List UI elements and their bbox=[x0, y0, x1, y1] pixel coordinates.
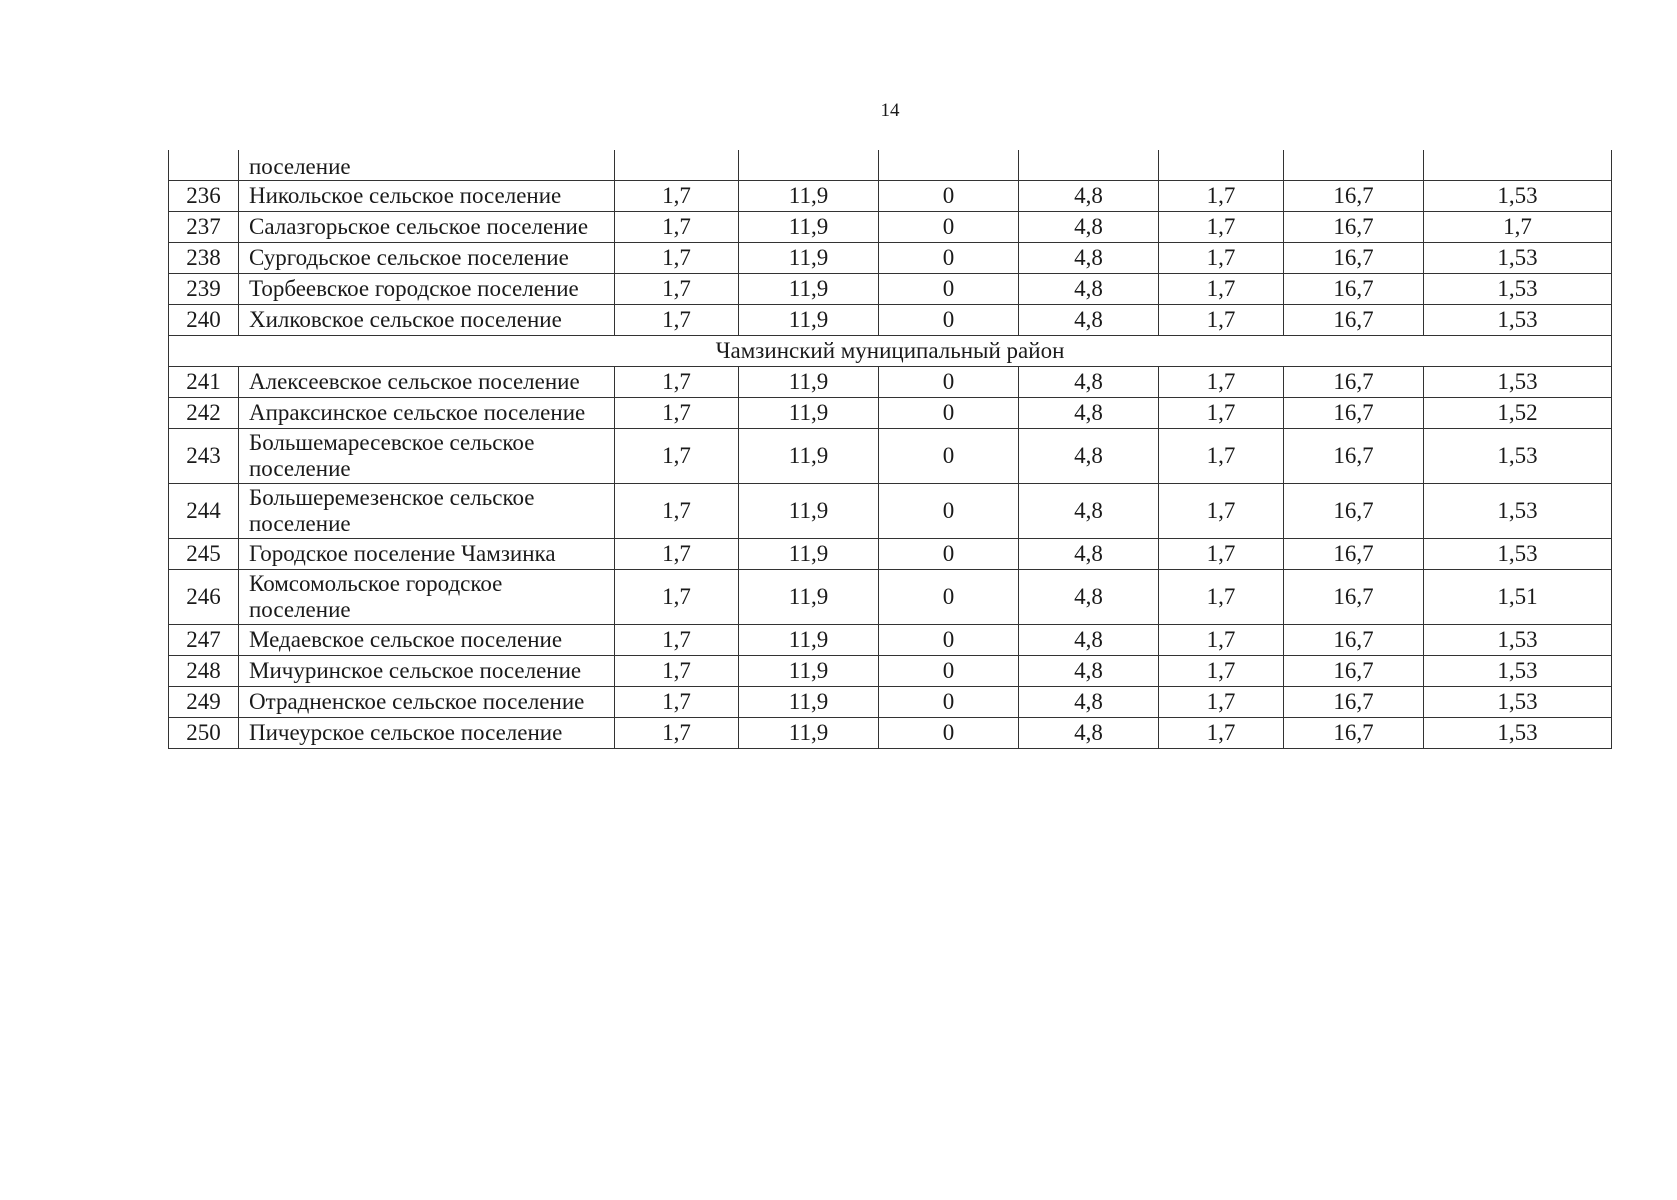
settlement-name: Комсомольское городское поселение bbox=[239, 570, 615, 625]
value-cell: 11,9 bbox=[739, 367, 879, 398]
value-cell: 1,53 bbox=[1424, 656, 1612, 687]
row-number: 250 bbox=[169, 718, 239, 749]
value-cell: 1,7 bbox=[1159, 274, 1284, 305]
table-row bbox=[169, 687, 1612, 718]
value-cell: 1,7 bbox=[1159, 718, 1284, 749]
value-cell: 1,53 bbox=[1424, 243, 1612, 274]
value-cell: 4,8 bbox=[1019, 656, 1159, 687]
value-cell: 0 bbox=[879, 539, 1019, 570]
section-title: Чамзинский муниципальный район bbox=[169, 336, 1612, 367]
table-row bbox=[169, 305, 1612, 336]
value-cell: 4,8 bbox=[1019, 274, 1159, 305]
settlement-name: Салазгорьское сельское поселение bbox=[239, 212, 615, 243]
value-cell: 11,9 bbox=[739, 625, 879, 656]
value-cell: 1,7 bbox=[1159, 687, 1284, 718]
value-cell: 11,9 bbox=[739, 429, 879, 484]
value-cell: 16,7 bbox=[1284, 398, 1424, 429]
row-number: 243 bbox=[169, 429, 239, 484]
value-cell: 1,7 bbox=[1159, 398, 1284, 429]
value-cell: 4,8 bbox=[1019, 687, 1159, 718]
settlement-name: Сургодьское сельское поселение bbox=[239, 243, 615, 274]
value-cell: 16,7 bbox=[1284, 484, 1424, 539]
value-cell: 11,9 bbox=[739, 687, 879, 718]
value-cell: 16,7 bbox=[1284, 367, 1424, 398]
value-cell: 16,7 bbox=[1284, 570, 1424, 625]
value-cell: 1,7 bbox=[1159, 570, 1284, 625]
table-row bbox=[169, 243, 1612, 274]
table-row bbox=[169, 429, 1612, 484]
value-cell: 1,53 bbox=[1424, 718, 1612, 749]
value-cell: 16,7 bbox=[1284, 429, 1424, 484]
value-cell: 0 bbox=[879, 625, 1019, 656]
table-row bbox=[169, 274, 1612, 305]
settlement-name: Медаевское сельское поселение bbox=[239, 625, 615, 656]
value-cell: 4,8 bbox=[1019, 212, 1159, 243]
value-cell: 0 bbox=[879, 429, 1019, 484]
settlement-name: Городское поселение Чамзинка bbox=[239, 539, 615, 570]
table-row-continued bbox=[169, 150, 1612, 181]
value-cell: 16,7 bbox=[1284, 539, 1424, 570]
value-cell: 4,8 bbox=[1019, 305, 1159, 336]
value-cell: 4,8 bbox=[1019, 539, 1159, 570]
value-cell: 1,53 bbox=[1424, 181, 1612, 212]
value-cell: 11,9 bbox=[739, 243, 879, 274]
value-cell: 1,53 bbox=[1424, 484, 1612, 539]
value-cell: 16,7 bbox=[1284, 656, 1424, 687]
value-cell: 1,7 bbox=[1159, 305, 1284, 336]
value-cell: 1,53 bbox=[1424, 367, 1612, 398]
value-cell: 1,51 bbox=[1424, 570, 1612, 625]
value-cell: 1,7 bbox=[1424, 212, 1612, 243]
value-cell: 16,7 bbox=[1284, 625, 1424, 656]
value-cell: 4,8 bbox=[1019, 243, 1159, 274]
table-row bbox=[169, 398, 1612, 429]
value-cell: 1,7 bbox=[1159, 429, 1284, 484]
value-cell: 1,7 bbox=[615, 212, 739, 243]
value-cell: 11,9 bbox=[739, 181, 879, 212]
value-cell: 1,7 bbox=[615, 539, 739, 570]
value-cell: 1,7 bbox=[1159, 484, 1284, 539]
row-number: 245 bbox=[169, 539, 239, 570]
row-number: 238 bbox=[169, 243, 239, 274]
settlement-name: Алексеевское сельское поселение bbox=[239, 367, 615, 398]
row-number: 248 bbox=[169, 656, 239, 687]
settlement-name: Торбеевское городское поселение bbox=[239, 274, 615, 305]
value-cell: 11,9 bbox=[739, 656, 879, 687]
value-cell: 1,7 bbox=[615, 484, 739, 539]
value-cell: 0 bbox=[879, 367, 1019, 398]
value-cell: 11,9 bbox=[739, 570, 879, 625]
value-cell: 11,9 bbox=[739, 484, 879, 539]
row-number: 241 bbox=[169, 367, 239, 398]
value-cell: 1,53 bbox=[1424, 687, 1612, 718]
value-cell: 1,7 bbox=[615, 243, 739, 274]
table-row bbox=[169, 212, 1612, 243]
value-cell: 1,7 bbox=[615, 625, 739, 656]
value-cell: 1,7 bbox=[615, 367, 739, 398]
value-cell: 0 bbox=[879, 484, 1019, 539]
value-cell: 0 bbox=[879, 212, 1019, 243]
page-number: 14 bbox=[880, 100, 900, 121]
value-cell: 16,7 bbox=[1284, 181, 1424, 212]
value-cell: 1,7 bbox=[615, 718, 739, 749]
row-number: 247 bbox=[169, 625, 239, 656]
value-cell: 1,7 bbox=[615, 656, 739, 687]
table-row bbox=[169, 181, 1612, 212]
value-cell: 0 bbox=[879, 718, 1019, 749]
table-row bbox=[169, 656, 1612, 687]
settlement-name: Мичуринское сельское поселение bbox=[239, 656, 615, 687]
settlements-table bbox=[168, 150, 1612, 749]
value-cell: 0 bbox=[879, 656, 1019, 687]
value-cell: 0 bbox=[879, 305, 1019, 336]
settlement-name: Никольское сельское поселение bbox=[239, 181, 615, 212]
value-cell: 4,8 bbox=[1019, 429, 1159, 484]
value-cell: 4,8 bbox=[1019, 718, 1159, 749]
value-cell: 1,7 bbox=[615, 274, 739, 305]
row-number: 239 bbox=[169, 274, 239, 305]
value-cell: 4,8 bbox=[1019, 181, 1159, 212]
value-cell: 4,8 bbox=[1019, 367, 1159, 398]
value-cell: 1,7 bbox=[1159, 625, 1284, 656]
value-cell: 1,7 bbox=[1159, 539, 1284, 570]
value-cell: 4,8 bbox=[1019, 625, 1159, 656]
value-cell: 1,7 bbox=[1159, 181, 1284, 212]
value-cell: 1,7 bbox=[615, 181, 739, 212]
value-cell: 11,9 bbox=[739, 305, 879, 336]
value-cell: 16,7 bbox=[1284, 718, 1424, 749]
settlement-name: Хилковское сельское поселение bbox=[239, 305, 615, 336]
value-cell: 4,8 bbox=[1019, 570, 1159, 625]
value-cell: 0 bbox=[879, 243, 1019, 274]
value-cell: 4,8 bbox=[1019, 484, 1159, 539]
value-cell: 1,7 bbox=[1159, 367, 1284, 398]
value-cell: 1,53 bbox=[1424, 305, 1612, 336]
settlement-name: Апраксинское сельское поселение bbox=[239, 398, 615, 429]
value-cell: 1,7 bbox=[615, 570, 739, 625]
settlement-name: Большеремезенское сельское поселение bbox=[239, 484, 615, 539]
row-number: 236 bbox=[169, 181, 239, 212]
value-cell: 1,7 bbox=[615, 305, 739, 336]
value-cell: 11,9 bbox=[739, 212, 879, 243]
table-row bbox=[169, 367, 1612, 398]
value-cell: 1,7 bbox=[615, 429, 739, 484]
value-cell: 0 bbox=[879, 570, 1019, 625]
value-cell: 0 bbox=[879, 181, 1019, 212]
value-cell: 0 bbox=[879, 687, 1019, 718]
value-cell: 16,7 bbox=[1284, 687, 1424, 718]
value-cell: 1,7 bbox=[1159, 243, 1284, 274]
table-row bbox=[169, 625, 1612, 656]
value-cell: 1,7 bbox=[615, 398, 739, 429]
value-cell: 11,9 bbox=[739, 274, 879, 305]
value-cell: 0 bbox=[879, 274, 1019, 305]
value-cell: 16,7 bbox=[1284, 274, 1424, 305]
row-number: 237 bbox=[169, 212, 239, 243]
value-cell: 16,7 bbox=[1284, 212, 1424, 243]
value-cell: 16,7 bbox=[1284, 305, 1424, 336]
settlement-name: поселение bbox=[239, 150, 615, 181]
table-row bbox=[169, 539, 1612, 570]
section-row bbox=[169, 336, 1612, 367]
value-cell: 1,7 bbox=[615, 687, 739, 718]
table-row bbox=[169, 718, 1612, 749]
table-row bbox=[169, 484, 1612, 539]
row-number: 242 bbox=[169, 398, 239, 429]
value-cell: 11,9 bbox=[739, 539, 879, 570]
settlement-name: Отрадненское сельское поселение bbox=[239, 687, 615, 718]
row-number: 246 bbox=[169, 570, 239, 625]
table-body bbox=[169, 150, 1612, 749]
value-cell: 4,8 bbox=[1019, 398, 1159, 429]
value-cell: 1,53 bbox=[1424, 539, 1612, 570]
row-number: 240 bbox=[169, 305, 239, 336]
value-cell: 11,9 bbox=[739, 398, 879, 429]
table-row bbox=[169, 570, 1612, 625]
value-cell: 1,52 bbox=[1424, 398, 1612, 429]
value-cell: 16,7 bbox=[1284, 243, 1424, 274]
value-cell: 1,53 bbox=[1424, 625, 1612, 656]
value-cell: 1,7 bbox=[1159, 212, 1284, 243]
settlement-name: Большемаресевское сельское поселение bbox=[239, 429, 615, 484]
value-cell: 0 bbox=[879, 398, 1019, 429]
settlement-name: Пичеурское сельское поселение bbox=[239, 718, 615, 749]
value-cell: 11,9 bbox=[739, 718, 879, 749]
value-cell: 1,7 bbox=[1159, 656, 1284, 687]
value-cell: 1,53 bbox=[1424, 274, 1612, 305]
row-number: 249 bbox=[169, 687, 239, 718]
value-cell: 1,53 bbox=[1424, 429, 1612, 484]
row-number: 244 bbox=[169, 484, 239, 539]
